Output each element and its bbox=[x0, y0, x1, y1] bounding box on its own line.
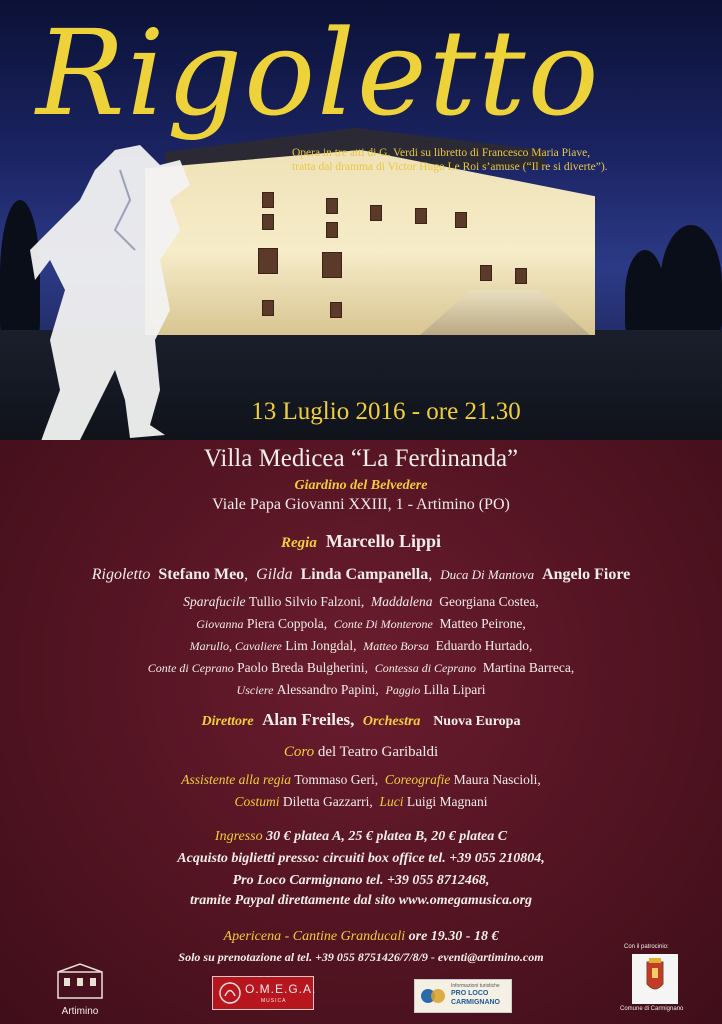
person-name: Angelo Fiore bbox=[542, 566, 631, 583]
role-label: Duca Di Mantova bbox=[440, 567, 535, 582]
person-name: Alessandro Papini, bbox=[276, 682, 379, 697]
staff-row bbox=[0, 772, 722, 788]
artimino-logo bbox=[50, 962, 110, 1017]
role-label: Marullo, Cavaliere bbox=[189, 639, 282, 653]
cast-row bbox=[0, 616, 722, 632]
opera-title: Rigoletto bbox=[36, 4, 601, 142]
person-name: Eduardo Hurtado, bbox=[435, 638, 533, 653]
staff-row bbox=[0, 794, 722, 810]
opera-subtitle bbox=[292, 146, 712, 174]
tree-silhouette bbox=[625, 250, 665, 340]
person-name: Luigi Magnani bbox=[406, 794, 488, 809]
ticket-info-line: Acquisto biglietti presso: circuiti box office tel. +39 055 210804, bbox=[177, 851, 545, 866]
person-name: Matteo Peirone, bbox=[439, 616, 526, 631]
main-cast-row: Rigoletto Stefano Meo, Gilda Linda Campanella, Duca Di Mantova Angelo Fiore bbox=[91, 566, 631, 583]
role-label: Conte di Ceprano bbox=[147, 661, 234, 675]
apericena-time: ore 19.30 - 18 € bbox=[408, 929, 499, 944]
coat-of-arms-icon bbox=[632, 954, 678, 1004]
person-name: Marcello Lippi bbox=[325, 531, 441, 551]
person-name: Paolo Breda Bulgherini, bbox=[237, 660, 368, 675]
venue-name: Villa Medicea “La Ferdinanda” bbox=[203, 445, 519, 472]
ticket-prices bbox=[0, 829, 722, 845]
omega-mark-icon bbox=[217, 980, 243, 1006]
villa-window bbox=[262, 192, 274, 208]
castle-icon bbox=[50, 962, 110, 1002]
role-label: Costumi bbox=[234, 794, 280, 809]
patronage-label: Con il patrocinio: bbox=[624, 944, 669, 950]
subtitle-line: Opera in tre atti di G. Verdi su libretto di Francesco Maria Piave, bbox=[292, 147, 591, 159]
role-label: Gilda bbox=[256, 566, 293, 583]
person-name: Lilla Lipari bbox=[423, 682, 486, 697]
villa-window bbox=[480, 265, 492, 281]
villa-window bbox=[330, 302, 342, 318]
orchestra-name: Nuova Europa bbox=[433, 714, 521, 729]
role-label: Direttore bbox=[201, 714, 254, 729]
role-label: Rigoletto bbox=[91, 566, 151, 583]
villa-window bbox=[455, 212, 467, 228]
role-label: Coreografie bbox=[384, 772, 451, 787]
conductor-credit bbox=[0, 710, 722, 730]
role-label: Contessa di Ceprano bbox=[374, 661, 477, 675]
villa-window bbox=[258, 248, 278, 274]
artimino-logo-text: Artimino bbox=[61, 1006, 99, 1017]
comune-patronage-logo bbox=[620, 944, 690, 1016]
cast-row bbox=[0, 682, 722, 698]
ticket-label: Ingresso bbox=[214, 829, 263, 844]
person-name: Martina Barreca, bbox=[482, 660, 575, 675]
apericena-label: Apericena - Cantine Granducali bbox=[223, 929, 406, 944]
person-name: Georgiana Costea, bbox=[439, 594, 539, 609]
choir-credit bbox=[0, 744, 722, 761]
villa-window bbox=[370, 205, 382, 221]
ticket-info-line: tramite Paypal direttamente dal sito www.omegamusica.org bbox=[189, 893, 533, 908]
director-credit bbox=[0, 531, 722, 552]
villa-window bbox=[262, 300, 274, 316]
person-name: Diletta Gazzarri, bbox=[282, 794, 373, 809]
villa-window bbox=[326, 198, 338, 214]
omega-logo-text: O.M.E.G.A. bbox=[245, 982, 317, 996]
role-label: Usciere bbox=[236, 683, 274, 697]
person-name: Tullio Silvio Falzoni, bbox=[248, 594, 365, 609]
ticket-price-text: 30 € platea A, 25 € platea B, 20 € platea C bbox=[266, 829, 508, 844]
cast-row bbox=[0, 638, 722, 654]
villa-window bbox=[415, 208, 427, 224]
omega-logo bbox=[212, 976, 317, 1010]
apericena-info bbox=[0, 929, 722, 945]
tree-silhouette bbox=[660, 225, 722, 345]
person-name: Alan Freiles, bbox=[262, 710, 355, 729]
proloco-tagline: Informazioni turistiche bbox=[451, 983, 500, 989]
role-label: Paggio bbox=[385, 683, 421, 697]
event-date: 13 Luglio 2016 - ore 21.30 bbox=[251, 398, 521, 425]
person-name: Stefano Meo bbox=[158, 566, 245, 583]
person-name: Tommaso Geri, bbox=[294, 772, 379, 787]
subtitle-line: tratta dal dramma di Victor Hugo Le Roi s’amuse (“Il re si diverte”). bbox=[292, 161, 608, 173]
apericena-booking: Solo su prenotazione al tel. +39 055 8751426/7/8/9 - eventi@artimino.com bbox=[178, 950, 544, 964]
person-name: Piera Coppola, bbox=[246, 616, 328, 631]
proloco-logo bbox=[414, 979, 512, 1013]
proloco-name-line: PRO LOCO bbox=[451, 990, 489, 997]
proloco-mark-icon bbox=[418, 986, 448, 1006]
role-label: Orchestra bbox=[362, 714, 421, 729]
proloco-name-line: CARMIGNANO bbox=[451, 999, 500, 1006]
role-label: Sparafucile bbox=[183, 594, 246, 609]
role-label: Coro bbox=[283, 744, 315, 760]
person-name: Maura Nascioli, bbox=[453, 772, 541, 787]
ticket-info-line: Pro Loco Carmignano tel. +39 055 8712468, bbox=[232, 873, 490, 888]
person-name: Lim Jongdal, bbox=[285, 638, 357, 653]
comune-name: Comune di Carmignano bbox=[620, 1006, 684, 1012]
venue-garden: Giardino del Belvedere bbox=[294, 478, 428, 493]
role-label: Matteo Borsa bbox=[363, 639, 429, 653]
venue-address: Viale Papa Giovanni XXIII, 1 - Artimino (PO) bbox=[212, 496, 510, 513]
omega-logo-subtext: MUSICA bbox=[261, 998, 287, 1004]
role-label: Giovanna bbox=[196, 617, 244, 631]
role-label: Maddalena bbox=[371, 594, 433, 609]
person-name: Linda Campanella bbox=[300, 566, 429, 583]
cast-row bbox=[0, 594, 722, 610]
villa-window bbox=[326, 222, 338, 238]
choir-name: del Teatro Garibaldi bbox=[317, 744, 439, 760]
crest-background bbox=[632, 954, 678, 1004]
role-label: Regia bbox=[280, 535, 317, 551]
villa-window bbox=[515, 268, 527, 284]
role-label: Assistente alla regia bbox=[181, 772, 291, 787]
role-label: Conte Di Monterone bbox=[333, 617, 433, 631]
cast-row bbox=[0, 660, 722, 676]
villa-window bbox=[262, 214, 274, 230]
role-label: Luci bbox=[379, 794, 404, 809]
villa-window bbox=[322, 252, 342, 278]
